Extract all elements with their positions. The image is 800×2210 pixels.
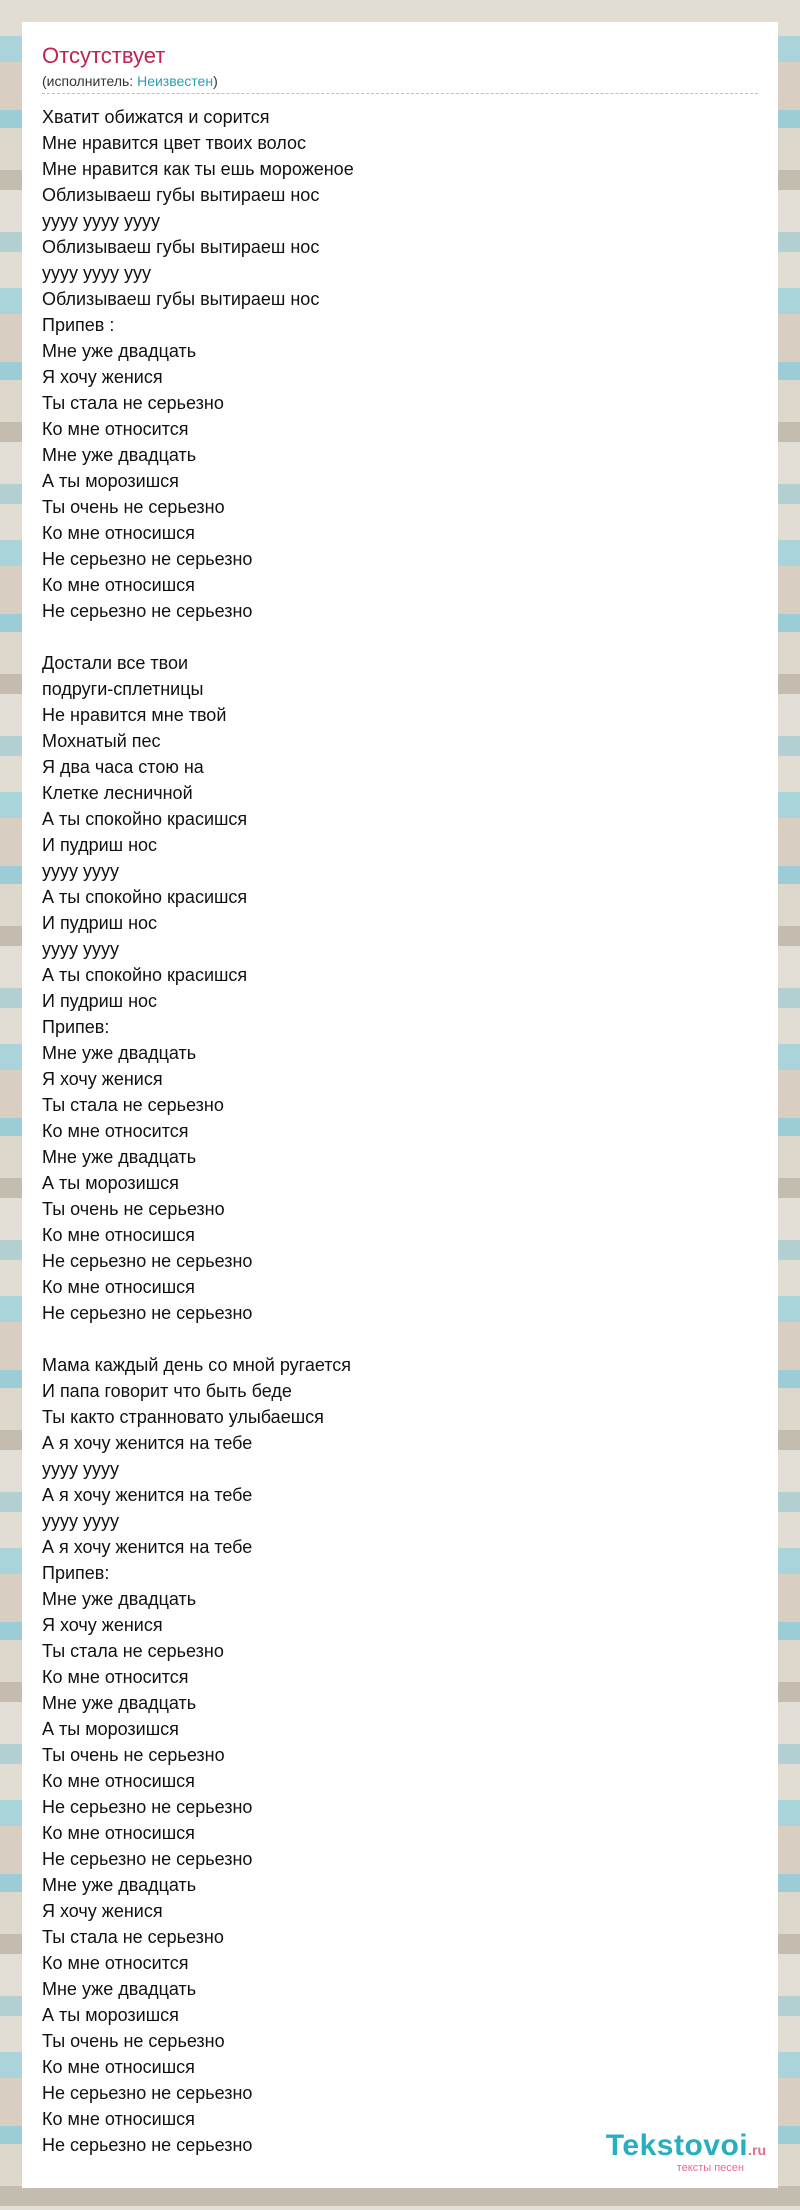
artist-prefix: (исполнитель: bbox=[42, 73, 138, 89]
lyric-line: А ты спокойно красишся bbox=[42, 965, 248, 985]
lyric-line: А ты спокойно красишся bbox=[42, 887, 248, 907]
lyric-line: уууу уууу ууу bbox=[42, 263, 152, 283]
lyric-line: Ко мне относится bbox=[42, 1667, 189, 1687]
lyric-line: А ты морозишся bbox=[42, 1719, 179, 1739]
artist-line bbox=[42, 72, 218, 90]
lyric-line bbox=[42, 1326, 758, 1352]
lyrics-text bbox=[42, 104, 758, 2158]
lyric-line: Ты както странновато улыбаешся bbox=[42, 1407, 324, 1427]
lyric-line: Не серьезно не серьезно bbox=[42, 1251, 253, 1271]
lyric-line: Ты стала не серьезно bbox=[42, 1641, 224, 1661]
lyric-line: Не серьезно не серьезно bbox=[42, 2083, 253, 2103]
lyric-line: уууу уууу bbox=[42, 939, 120, 959]
lyric-line: Ко мне относишся bbox=[42, 1771, 195, 1791]
lyric-line: Я хочу женися bbox=[42, 367, 163, 387]
lyric-line: Ты очень не серьезно bbox=[42, 1745, 225, 1765]
site-logo[interactable] bbox=[606, 2130, 766, 2174]
lyric-line: Ко мне относишся bbox=[42, 575, 195, 595]
lyric-line: Мне уже двадцать bbox=[42, 341, 197, 361]
lyric-line: Ко мне относится bbox=[42, 419, 189, 439]
lyric-line: И пудриш нос bbox=[42, 913, 158, 933]
logo-name: Tekstovoi bbox=[605, 2129, 749, 2162]
lyric-line: Мне уже двадцать bbox=[42, 1147, 197, 1167]
lyric-line: Не серьезно не серьезно bbox=[42, 549, 253, 569]
lyric-line: уууу уууу bbox=[42, 861, 120, 881]
lyric-line: Я хочу женися bbox=[42, 1901, 163, 1921]
lyric-line: Ты стала не серьезно bbox=[42, 393, 224, 413]
lyrics-card bbox=[22, 22, 778, 2188]
lyric-line bbox=[42, 624, 758, 650]
song-title: Отсутствует bbox=[42, 43, 166, 68]
lyric-line: Ко мне относится bbox=[42, 1121, 189, 1141]
logo-tld: .ru bbox=[748, 2142, 766, 2158]
lyric-line: Мама каждый день со мной ругается bbox=[42, 1355, 352, 1375]
logo-wordmark bbox=[606, 2130, 766, 2162]
lyric-line: уууу уууу bbox=[42, 1511, 120, 1531]
lyric-line: Припев : bbox=[42, 315, 115, 335]
lyric-line: Мне уже двадцать bbox=[42, 1043, 197, 1063]
lyric-line: А ты морозишся bbox=[42, 2005, 179, 2025]
lyric-line: Я хочу женися bbox=[42, 1615, 163, 1635]
lyric-line: А ты морозишся bbox=[42, 1173, 179, 1193]
lyric-line: Ты стала не серьезно bbox=[42, 1927, 224, 1947]
lyric-line: Ко мне относишся bbox=[42, 1277, 195, 1297]
artist-suffix: ) bbox=[213, 73, 218, 89]
lyric-line: Облизываеш губы вытираеш нос bbox=[42, 237, 320, 257]
lyric-line: А ты морозишся bbox=[42, 471, 179, 491]
lyric-line: А я хочу женится на тебе bbox=[42, 1537, 253, 1557]
lyric-line: И пудриш нос bbox=[42, 835, 158, 855]
lyric-line: Припев: bbox=[42, 1017, 110, 1037]
lyric-line: А я хочу женится на тебе bbox=[42, 1433, 253, 1453]
lyric-line: И пудриш нос bbox=[42, 991, 158, 1011]
lyric-line: Я два часа стою на bbox=[42, 757, 204, 777]
artist-link[interactable]: Неизвестен bbox=[137, 73, 214, 89]
lyric-line: А ты спокойно красишся bbox=[42, 809, 248, 829]
lyric-line: Достали все твои bbox=[42, 653, 189, 673]
lyric-line: Мне нравится цвет твоих волос bbox=[42, 133, 307, 153]
lyric-line: Не серьезно не серьезно bbox=[42, 1797, 253, 1817]
lyric-line: Облизываеш губы вытираеш нос bbox=[42, 289, 320, 309]
lyric-line: Хватит обижатся и сорится bbox=[42, 107, 270, 127]
lyric-line: Не серьезно не серьезно bbox=[42, 601, 253, 621]
logo-tagline: тексты песен bbox=[676, 2162, 744, 2174]
lyric-line: Припев: bbox=[42, 1563, 110, 1583]
lyric-line: Не серьезно не серьезно bbox=[42, 1849, 253, 1869]
lyric-line: Ко мне относишся bbox=[42, 2109, 195, 2129]
lyric-line: подруги-сплетницы bbox=[42, 679, 204, 699]
lyric-line: уууу уууу bbox=[42, 1459, 120, 1479]
lyric-line: Ты очень не серьезно bbox=[42, 2031, 225, 2051]
lyric-line: Ко мне относишся bbox=[42, 1823, 195, 1843]
lyric-line: Ко мне относишся bbox=[42, 2057, 195, 2077]
lyric-line: Мне уже двадцать bbox=[42, 445, 197, 465]
lyric-line: Не нравится мне твой bbox=[42, 705, 227, 725]
lyric-line: Мне нравится как ты ешь мороженое bbox=[42, 159, 354, 179]
lyric-line: Не серьезно не серьезно bbox=[42, 1303, 253, 1323]
lyric-line: И папа говорит что быть беде bbox=[42, 1381, 292, 1401]
lyric-line: уууу уууу уууу bbox=[42, 211, 161, 231]
lyric-line: Ты стала не серьезно bbox=[42, 1095, 224, 1115]
lyric-line: Ко мне относится bbox=[42, 1953, 189, 1973]
lyric-line: Мохнатый пес bbox=[42, 731, 161, 751]
lyric-line: Мне уже двадцать bbox=[42, 1589, 197, 1609]
title-divider bbox=[42, 93, 758, 94]
lyric-line: Мне уже двадцать bbox=[42, 1979, 197, 1999]
lyric-line: Ко мне относишся bbox=[42, 523, 195, 543]
lyric-line: Облизываеш губы вытираеш нос bbox=[42, 185, 320, 205]
lyric-line: Ко мне относишся bbox=[42, 1225, 195, 1245]
lyric-line: Мне уже двадцать bbox=[42, 1875, 197, 1895]
lyric-line: Клетке лесничной bbox=[42, 783, 193, 803]
lyric-line: А я хочу женится на тебе bbox=[42, 1485, 253, 1505]
lyric-line: Ты очень не серьезно bbox=[42, 497, 225, 517]
lyric-line: Ты очень не серьезно bbox=[42, 1199, 225, 1219]
lyric-line: Мне уже двадцать bbox=[42, 1693, 197, 1713]
lyric-line: Я хочу женися bbox=[42, 1069, 163, 1089]
lyric-line: Не серьезно не серьезно bbox=[42, 2135, 253, 2155]
